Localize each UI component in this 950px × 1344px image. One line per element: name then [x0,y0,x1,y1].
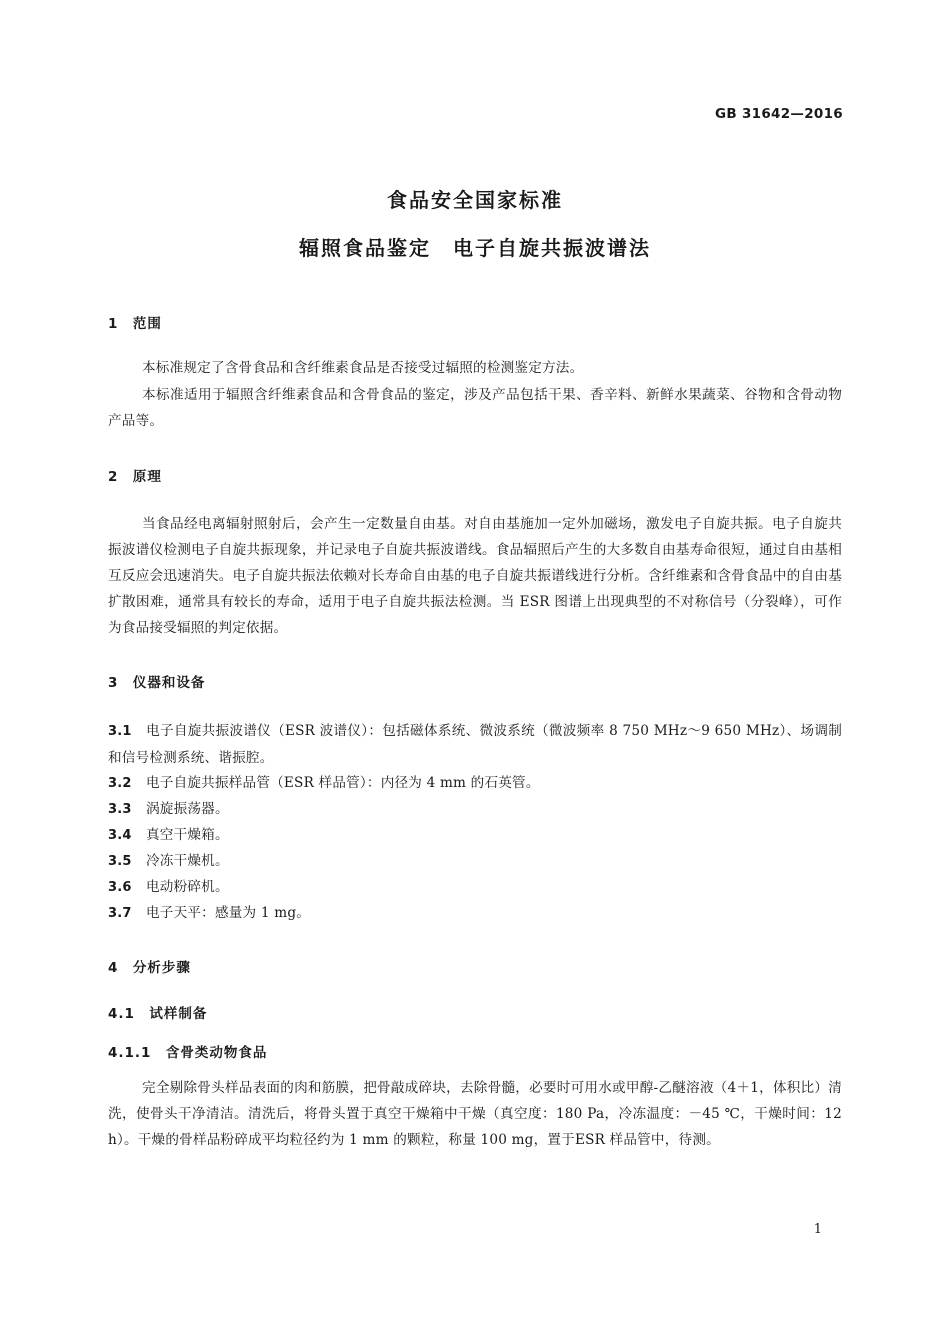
section-heading-apparatus: 3 仪器和设备 [108,675,206,691]
item-text: 真空干燥箱。 [146,827,229,843]
subsection-heading-sample-prep: 4.1 试样制备 [108,1006,208,1022]
apparatus-item [108,822,842,849]
apparatus-item [108,900,842,927]
section-heading-procedure: 4 分析步骤 [108,960,191,976]
item-number: 3.5 [108,854,132,869]
item-number: 3.7 [108,906,132,921]
item-text: 电动粉碎机。 [146,879,229,895]
principle-paragraph: 当食品经电离辐射照射后，会产生一定数量自由基。对自由基施加一定外加磁场，激发电子自旋共振。电子自旋共振波谱仪检测电子自旋共振现象，并记录电子自旋共振波谱线。食品辐照后产生的大多数自由基寿命很短，通过自由基相互反应会迅速消失。电子自旋共振法依赖对长寿命自由基的电子自旋共振谱线进行分析。含纤维素和含骨食品中的自由基扩散困难，通常具有较长的寿命，适用于电子自旋共振法检测。当 ESR 图谱上出现典型的不对称信号（分裂峰），可作为食品接受辐照的判定依据。 [108,516,842,636]
scope-paragraph-2: 本标准适用于辐照含纤维素食品和含骨食品的鉴定，涉及产品包括干果、香辛料、新鲜水果蔬菜、谷物和含骨动物产品等。 [108,387,842,429]
scope-paragraph-1: 本标准规定了含骨食品和含纤维素食品是否接受过辐照的检测鉴定方法。 [142,360,584,376]
standard-title: 食品安全国家标准 [387,188,563,212]
item-text: 涡旋振荡器。 [146,801,229,817]
page-number: 1 [813,1222,822,1237]
standard-subtitle: 辐照食品鉴定 电子自旋共振波谱法 [299,236,651,260]
item-number: 3.1 [108,724,132,739]
subsection-heading-bone-food: 4.1.1 含骨类动物食品 [108,1045,268,1061]
item-text: 电子天平：感量为 1 mg。 [146,905,311,921]
item-text: 电子自旋共振样品管（ESR 样品管）：内径为 4 mm 的石英管。 [146,775,540,791]
standard-number: GB 31642—2016 [714,106,843,122]
bone-food-paragraph: 完全剔除骨头样品表面的肉和筋膜，把骨敲成碎块，去除骨髓，必要时可用水或甲醇-乙醚溶液（4＋1，体积比）清洗，使骨头干净清洁。清洗后，将骨头置于真空干燥箱中干燥（真空度：180 Pa，冷冻温度：－45 ℃，干燥时间：12 h）。干燥的骨样品粉碎成平均粒径约为 1 mm 的颗粒，称量 100 mg，置于ESR 样品管中，待测。 [108,1080,842,1148]
section-heading-principle: 2 原理 [108,469,162,485]
apparatus-item [108,718,842,771]
apparatus-item [108,874,842,901]
apparatus-item [108,770,842,797]
item-text: 电子自旋共振波谱仪（ESR 波谱仪）：包括磁体系统、微波系统（微波频率 8 750 MHz～9 650 MHz）、场调制和信号检测系统、谐振腔。 [108,723,842,766]
item-number: 3.2 [108,776,132,791]
item-number: 3.3 [108,802,132,817]
apparatus-item [108,848,842,875]
item-text: 冷冻干燥机。 [146,853,229,869]
section-heading-scope: 1 范围 [108,316,162,332]
item-number: 3.6 [108,880,132,895]
apparatus-item [108,796,842,823]
item-number: 3.4 [108,828,132,843]
